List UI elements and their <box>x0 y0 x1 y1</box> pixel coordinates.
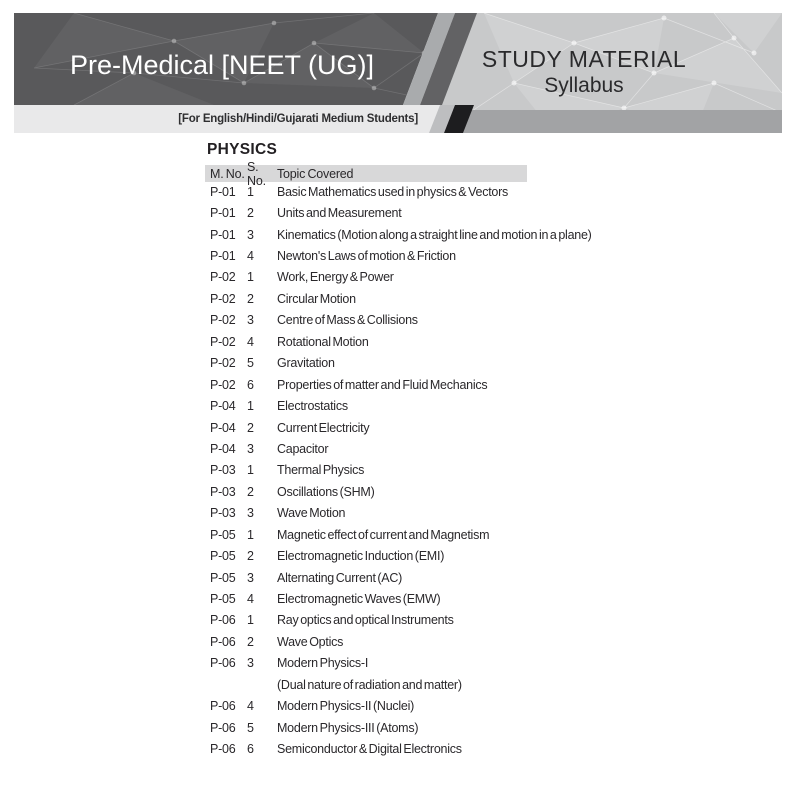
serial-number-cell: 2 <box>247 420 254 435</box>
module-number-cell: P-05 <box>210 570 236 585</box>
module-number-cell: P-06 <box>210 720 236 735</box>
table-row <box>205 395 765 416</box>
topic-cell: Alternating Current (AC) <box>277 570 403 585</box>
column-header-m-no: M. No. <box>210 166 245 181</box>
table-header-row <box>205 159 527 188</box>
table-row <box>205 545 765 566</box>
serial-number-cell: 4 <box>247 334 254 349</box>
table-row <box>205 353 765 374</box>
topic-cell: Units and Measurement <box>277 206 402 221</box>
topic-cell: Ray optics and optical Instruments <box>277 613 454 628</box>
serial-number-cell: 1 <box>247 527 254 542</box>
program-title: Pre-Medical [NEET (UG)] <box>69 50 375 80</box>
module-number-cell: P-05 <box>210 592 236 607</box>
topic-cell: Rotational Motion <box>277 334 369 349</box>
module-number-cell: P-04 <box>210 420 236 435</box>
topic-cell: Thermal Physics <box>277 463 365 478</box>
serial-number-cell: 1 <box>247 184 254 199</box>
table-row <box>205 653 765 674</box>
module-number-cell: P-01 <box>210 227 236 242</box>
topic-cell: Electromagnetic Waves (EMW) <box>277 592 441 607</box>
topic-cell: Wave Optics <box>277 634 344 649</box>
serial-number-cell: 3 <box>247 506 254 521</box>
topic-cell: Electrostatics <box>277 399 348 414</box>
topic-cell: Semiconductor & Digital Electronics <box>277 742 462 757</box>
module-number-cell: P-01 <box>210 249 236 264</box>
serial-number-cell: 5 <box>247 356 254 371</box>
section-title-physics: PHYSICS <box>207 141 278 158</box>
topic-cell: Properties of matter and Fluid Mechanics <box>277 377 488 392</box>
table-row <box>205 267 765 288</box>
topic-cell: Modern Physics-I <box>277 656 369 671</box>
syllabus-subtitle: Syllabus <box>544 74 624 97</box>
topic-cell: Capacitor <box>277 441 329 456</box>
topic-cell: Oscillations (SHM) <box>277 484 375 499</box>
table-row <box>205 202 765 223</box>
module-number-cell: P-06 <box>210 656 236 671</box>
topic-cell: Basic Mathematics used in physics & Vectors <box>277 184 509 199</box>
syllabus-table-body <box>205 181 765 760</box>
module-number-cell: P-01 <box>210 206 236 221</box>
serial-number-cell: 6 <box>247 377 254 392</box>
table-row <box>205 588 765 609</box>
module-number-cell: P-06 <box>210 613 236 628</box>
module-number-cell: P-06 <box>210 742 236 757</box>
serial-number-cell: 3 <box>247 441 254 456</box>
serial-number-cell: 3 <box>247 313 254 328</box>
topic-cell: (Dual nature of radiation and matter) <box>277 677 462 692</box>
module-number-cell: P-02 <box>210 356 236 371</box>
table-row <box>205 631 765 652</box>
module-number-cell: P-02 <box>210 313 236 328</box>
table-row <box>205 181 765 202</box>
module-number-cell: P-04 <box>210 399 236 414</box>
table-row <box>205 674 765 695</box>
topic-cell: Modern Physics-II (Nuclei) <box>277 699 415 714</box>
module-number-cell: P-06 <box>210 634 236 649</box>
table-row <box>205 503 765 524</box>
table-row <box>205 310 765 331</box>
table-row <box>205 245 765 266</box>
serial-number-cell: 2 <box>247 291 254 306</box>
table-row <box>205 524 765 545</box>
module-number-cell: P-05 <box>210 527 236 542</box>
table-row <box>205 696 765 717</box>
serial-number-cell: 2 <box>247 634 254 649</box>
module-number-cell: P-02 <box>210 291 236 306</box>
study-material-title: STUDY MATERIAL <box>481 46 687 72</box>
serial-number-cell: 2 <box>247 484 254 499</box>
table-row <box>205 374 765 395</box>
topic-cell: Newton's Laws of motion & Friction <box>277 249 456 264</box>
topic-cell: Current Electricity <box>277 420 370 435</box>
module-number-cell: P-02 <box>210 334 236 349</box>
serial-number-cell: 5 <box>247 720 254 735</box>
serial-number-cell: 4 <box>247 699 254 714</box>
topic-cell: Electromagnetic Induction (EMI) <box>277 549 445 564</box>
serial-number-cell: 4 <box>247 249 254 264</box>
table-row <box>205 438 765 459</box>
topic-cell: Kinematics (Motion along a straight line and motion in a plane) <box>277 227 592 242</box>
module-number-cell: P-03 <box>210 506 236 521</box>
serial-number-cell: 1 <box>247 463 254 478</box>
topic-cell: Work, Energy & Power <box>277 270 394 285</box>
serial-number-cell: 1 <box>247 399 254 414</box>
module-number-cell: P-01 <box>210 184 236 199</box>
serial-number-cell: 1 <box>247 270 254 285</box>
serial-number-cell: 4 <box>247 592 254 607</box>
topic-cell: Wave Motion <box>277 506 346 521</box>
topic-cell: Gravitation <box>277 356 335 371</box>
module-number-cell: P-02 <box>210 377 236 392</box>
topic-cell: Modern Physics-III (Atoms) <box>277 720 419 735</box>
medium-students-note: [For English/Hindi/Gujarati Medium Students] <box>178 113 418 125</box>
serial-number-cell: 3 <box>247 570 254 585</box>
module-number-cell: P-05 <box>210 549 236 564</box>
header-banner <box>14 13 782 133</box>
module-number-cell: P-04 <box>210 441 236 456</box>
module-number-cell: P-02 <box>210 270 236 285</box>
column-header-s-no: S. No. <box>247 159 266 188</box>
table-row <box>205 481 765 502</box>
module-number-cell: P-03 <box>210 463 236 478</box>
table-row <box>205 331 765 352</box>
table-row <box>205 567 765 588</box>
topic-cell: Centre of Mass & Collisions <box>277 313 418 328</box>
serial-number-cell: 2 <box>247 206 254 221</box>
column-header-topic: Topic Covered <box>277 166 354 181</box>
serial-number-cell: 6 <box>247 742 254 757</box>
serial-number-cell: 3 <box>247 227 254 242</box>
topic-cell: Magnetic effect of current and Magnetism <box>277 527 490 542</box>
table-row <box>205 288 765 309</box>
table-row <box>205 224 765 245</box>
topic-cell: Circular Motion <box>277 291 356 306</box>
serial-number-cell: 2 <box>247 549 254 564</box>
table-row <box>205 717 765 738</box>
table-row <box>205 460 765 481</box>
serial-number-cell: 1 <box>247 613 254 628</box>
serial-number-cell: 3 <box>247 656 254 671</box>
module-number-cell: P-06 <box>210 699 236 714</box>
module-number-cell: P-03 <box>210 484 236 499</box>
table-row <box>205 738 765 759</box>
table-row <box>205 610 765 631</box>
table-row <box>205 417 765 438</box>
